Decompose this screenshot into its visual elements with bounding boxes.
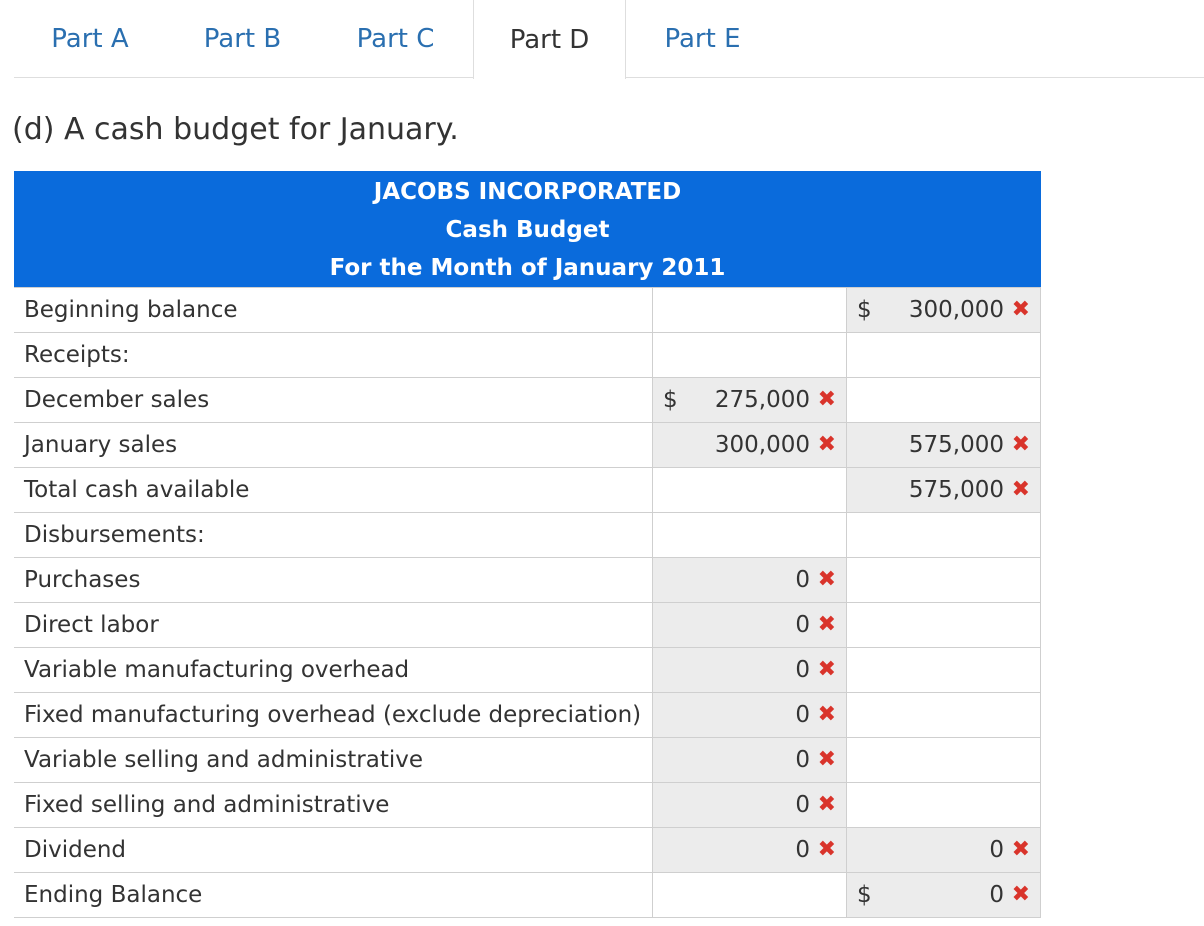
amount-value: 0 [795,702,810,728]
amount-input-col2[interactable] [846,378,1041,422]
amount-value: 275,000 [714,387,810,413]
table-row [14,783,1041,828]
cash-budget-table [14,171,1041,918]
incorrect-icon: ✖ [817,702,836,727]
row-label: Dividend [24,837,127,863]
amount-input-col2[interactable] [846,873,1041,917]
amount-input-col1[interactable] [652,558,846,602]
amount-value: 0 [795,792,810,818]
amount-input-col2[interactable] [846,423,1041,467]
question-heading: (d) A cash budget for January. [12,112,459,147]
table-row [14,468,1041,513]
row-label: Fixed selling and administrative [24,792,390,818]
tab-part-e[interactable]: Part E [664,23,741,54]
amount-input-col1[interactable] [652,513,846,557]
incorrect-icon: ✖ [817,747,836,772]
table-row [14,873,1041,918]
row-label: Fixed manufacturing overhead (exclude depreciation) [24,702,642,728]
budget-header [14,171,1041,287]
company-name: JACOBS INCORPORATED [373,179,682,205]
incorrect-icon: ✖ [817,612,836,637]
amount-input-col1[interactable] [652,783,846,827]
amount-value: 575,000 [908,477,1004,503]
table-row [14,423,1041,468]
table-row [14,513,1041,558]
incorrect-icon: ✖ [1011,477,1030,502]
amount-input-col2[interactable] [846,648,1041,692]
dollar-sign: $ [857,297,872,323]
row-label: Direct labor [24,612,159,638]
amount-input-col1[interactable] [652,693,846,737]
amount-value: 0 [989,837,1004,863]
row-label: Beginning balance [24,297,238,323]
row-label: Variable manufacturing overhead [24,657,410,683]
table-row [14,558,1041,603]
table-row [14,333,1041,378]
tab-part-d[interactable]: Part D [473,0,626,79]
table-row [14,738,1041,783]
row-label: Total cash available [24,477,250,503]
amount-value: 0 [795,837,810,863]
incorrect-icon: ✖ [817,387,836,412]
incorrect-icon: ✖ [1011,837,1030,862]
amount-input-col2[interactable] [846,603,1041,647]
amount-input-col1[interactable] [652,333,846,377]
incorrect-icon: ✖ [817,657,836,682]
amount-input-col2[interactable] [846,468,1041,512]
amount-value: 0 [795,567,810,593]
row-label: Variable selling and administrative [24,747,423,773]
amount-value: 0 [795,747,810,773]
amount-input-col1[interactable] [652,423,846,467]
amount-input-col1[interactable] [652,468,846,512]
row-label: Receipts: [24,342,130,368]
table-row [14,378,1041,423]
amount-input-col2[interactable] [846,738,1041,782]
amount-value: 300,000 [714,432,810,458]
amount-value: 0 [795,612,810,638]
tab-part-c[interactable]: Part C [356,23,435,54]
incorrect-icon: ✖ [817,837,836,862]
amount-value: 575,000 [908,432,1004,458]
budget-title: Cash Budget [445,217,610,243]
dollar-sign: $ [857,882,872,908]
row-label: December sales [24,387,210,413]
tab-part-b[interactable]: Part B [203,23,282,54]
incorrect-icon: ✖ [817,432,836,457]
amount-input-col2[interactable] [846,513,1041,557]
table-row [14,648,1041,693]
amount-input-col1[interactable] [652,288,846,332]
amount-input-col2[interactable] [846,333,1041,377]
table-row [14,828,1041,873]
row-label: Ending Balance [24,882,203,908]
amount-input-col1[interactable] [652,603,846,647]
incorrect-icon: ✖ [1011,297,1030,322]
row-label: Disbursements: [24,522,205,548]
amount-input-col2[interactable] [846,783,1041,827]
table-row [14,287,1041,333]
incorrect-icon: ✖ [817,567,836,592]
tab-bar [14,0,1204,78]
amount-input-col1[interactable] [652,738,846,782]
amount-input-col2[interactable] [846,558,1041,602]
amount-input-col2[interactable] [846,288,1041,332]
tab-part-a[interactable]: Part A [51,23,129,54]
dollar-sign: $ [663,387,678,413]
amount-input-col1[interactable] [652,873,846,917]
incorrect-icon: ✖ [817,792,836,817]
table-row [14,603,1041,648]
row-label: January sales [24,432,178,458]
amount-input-col2[interactable] [846,828,1041,872]
incorrect-icon: ✖ [1011,432,1030,457]
amount-input-col1[interactable] [652,648,846,692]
amount-input-col2[interactable] [846,693,1041,737]
amount-value: 0 [795,657,810,683]
amount-input-col1[interactable] [652,378,846,422]
table-row [14,693,1041,738]
amount-input-col1[interactable] [652,828,846,872]
incorrect-icon: ✖ [1011,882,1030,907]
amount-value: 0 [989,882,1004,908]
row-label: Purchases [24,567,141,593]
budget-period: For the Month of January 2011 [329,255,726,281]
amount-value: 300,000 [908,297,1004,323]
